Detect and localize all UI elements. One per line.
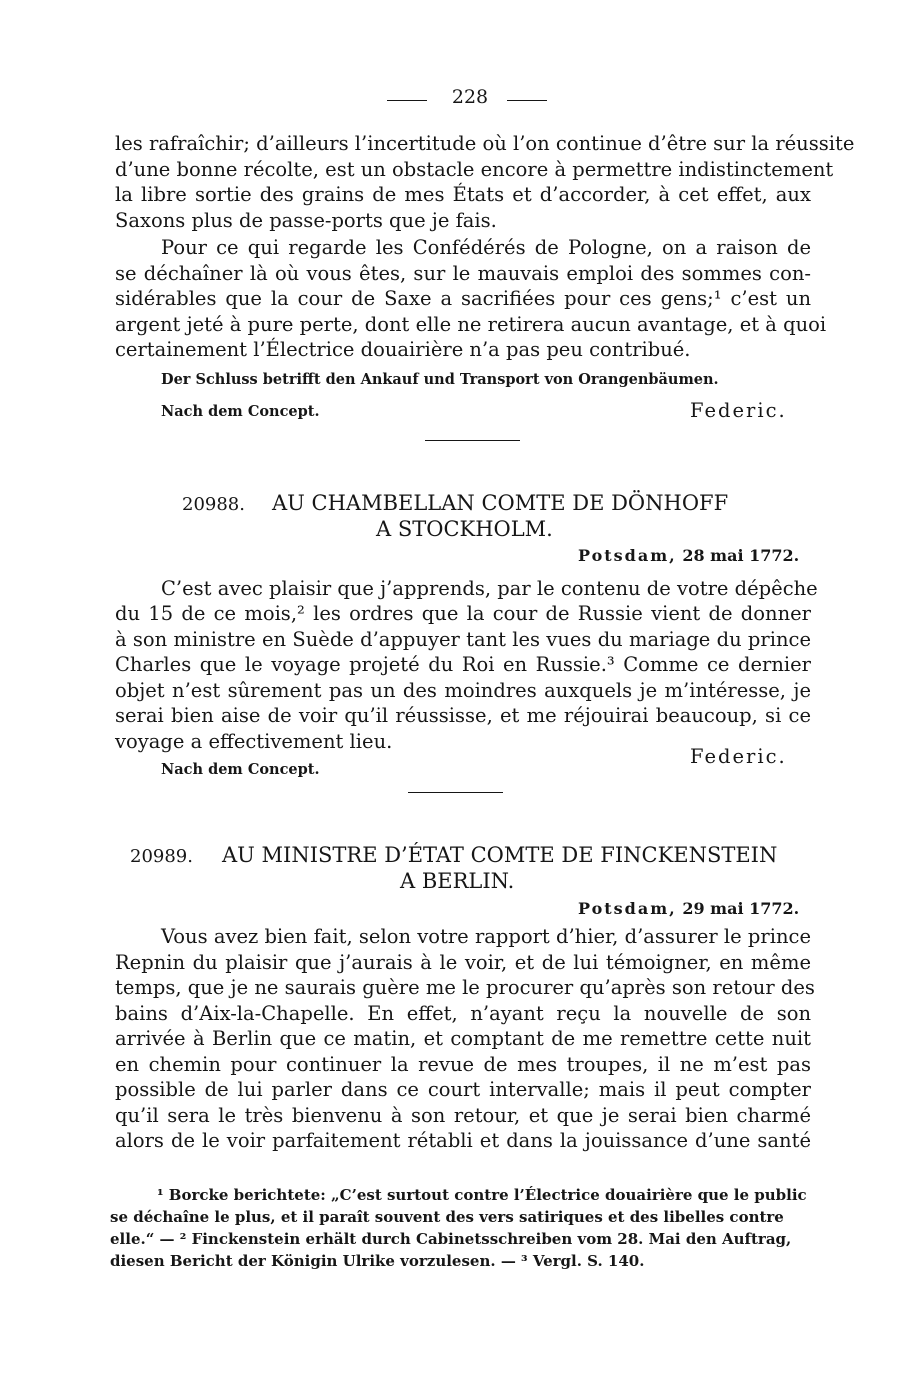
text-line: les rafraîchir; d’ailleurs l’incertitude où l’on continue d’être sur la réussite [115, 132, 855, 155]
dateline [578, 543, 799, 569]
text-line: en chemin pour continuer la revue de mes troupes, il ne m’est pas [115, 1053, 811, 1076]
text-line: se déchaîner là où vous êtes, sur le mauvais emploi des sommes con- [115, 262, 811, 285]
text-line: Charles que le voyage projeté du Roi en Russie.³ Comme ce dernier [115, 653, 811, 676]
text-line: objet n’est sûrement pas un des moindres auxquels je m’intéresse, je [115, 679, 811, 702]
text-line: possible de lui parler dans ce court intervalle; mais il peut compter [115, 1078, 811, 1101]
text-line: à son ministre en Suède d’appuyer tant les vues du mariage du prince [115, 628, 811, 651]
source-note: Nach dem Concept. [161, 403, 320, 420]
text-line: argent jeté à pure perte, dont elle ne retirera aucun avantage, et à quoi [115, 313, 827, 336]
header-rule-right [507, 100, 547, 101]
text-line: Saxons plus de passe-ports que je fais. [115, 209, 497, 232]
text-line: Pour ce qui regarde les Confédérés de Pologne, on a raison de [161, 236, 811, 259]
text-line: certainement l’Électrice douairière n’a pas peu contribué. [115, 338, 691, 361]
signature: Federic. [690, 745, 787, 768]
text-line: arrivée à Berlin que ce matin, et comptant de me remettre cette nuit [115, 1027, 811, 1050]
text-line: C’est avec plaisir que j’apprends, par le contenu de votre dépêche [161, 577, 818, 600]
text-line: alors de le voir parfaitement rétabli et dans la jouissance d’une santé [115, 1129, 811, 1152]
letter-number: 20989. [130, 846, 193, 867]
letter-number: 20988. [182, 494, 245, 515]
editor-note: Der Schluss betrifft den Ankauf und Transport von Orangenbäumen. [161, 371, 719, 388]
section-divider [425, 440, 520, 441]
footnote-line: ¹ Borcke berichtete: „C’est surtout contre l’Électrice douairière que le public [157, 1186, 807, 1204]
text-line: la libre sortie des grains de mes États et d’accorder, à cet effet, aux [115, 183, 811, 206]
dateline-place: Potsdam, [578, 899, 677, 918]
text-line: temps, que je ne saurais guère me le procurer qu’après son retour des [115, 976, 815, 999]
text-line: qu’il sera le très bienvenu à son retour, et que je serai bien charmé [115, 1104, 811, 1127]
letter-heading: AU CHAMBELLAN COMTE DE DÖNHOFF [272, 491, 729, 515]
letter-heading-place: A STOCKHOLM. [376, 517, 553, 541]
text-line: serai bien aise de voir qu’il réussisse, et me réjouirai beaucoup, si ce [115, 704, 811, 727]
letter-heading: AU MINISTRE D’ÉTAT COMTE DE FINCKENSTEIN [222, 843, 778, 867]
text-line: Vous avez bien fait, selon votre rapport d’hier, d’assurer le prince [161, 925, 811, 948]
dateline [578, 896, 799, 922]
section-divider [408, 792, 503, 793]
text-line: bains d’Aix-la-Chapelle. En effet, n’ayant reçu la nouvelle de son [115, 1002, 811, 1025]
dateline-date: 29 mai 1772. [682, 899, 800, 918]
header-rule-left [387, 100, 427, 101]
dateline-place: Potsdam, [578, 546, 677, 565]
dateline-date: 28 mai 1772. [682, 546, 800, 565]
footnote-line: se déchaîne le plus, et il paraît souvent des vers satiriques et des libelles contre [110, 1208, 784, 1226]
letter-heading-place: A BERLIN. [400, 869, 515, 893]
text-line: Repnin du plaisir que j’aurais à le voir, et de lui témoigner, en même [115, 951, 811, 974]
footnote-line: diesen Bericht der Königin Ulrike vorzulesen. — ³ Vergl. S. 140. [110, 1252, 645, 1270]
signature: Federic. [690, 399, 787, 422]
page-number: 228 [451, 86, 489, 108]
source-note: Nach dem Concept. [161, 761, 320, 778]
text-line: du 15 de ce mois,² les ordres que la cour de Russie vient de donner [115, 602, 811, 625]
text-line: d’une bonne récolte, est un obstacle encore à permettre indistinctement [115, 158, 834, 181]
footnote-line: elle.“ — ² Finckenstein erhält durch Cabinetsschreiben vom 28. Mai den Auftrag, [110, 1230, 792, 1248]
text-line: voyage a effectivement lieu. [115, 730, 393, 753]
text-line: sidérables que la cour de Saxe a sacrifiées pour ces gens;¹ c’est un [115, 287, 811, 310]
